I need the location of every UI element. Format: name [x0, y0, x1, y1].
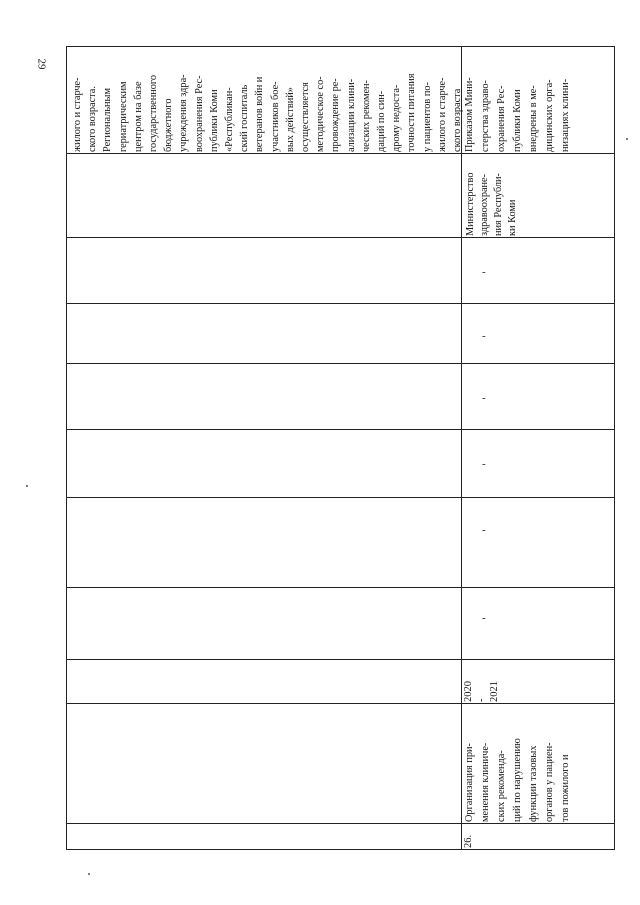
scan-speck — [626, 138, 628, 140]
plan-table — [66, 46, 615, 850]
row-divider — [461, 47, 462, 849]
page-number: 29 — [35, 58, 48, 70]
scan-speck — [88, 873, 90, 875]
column-divider — [67, 497, 614, 498]
column-divider — [67, 237, 614, 238]
prev-item-result-text: жилого и старче- ского возраста. Региональным гериатрическим центром на базе государственного бюджетного учреждения здра- воохранения Рес- публики Коми «Республикан- ский госпиталь ветеранов войн и участников бое- вых действий» осуществляется методическое со- провождение ре- ализации клини- ческих рекомен- даций по син- дрому недоста- точности питания у пациентов по- жилого и старче- ского возраста — [72, 73, 464, 152]
column-divider — [67, 587, 614, 588]
column-divider — [67, 363, 614, 364]
column-divider — [67, 303, 614, 304]
result-text: Приказом Мини- стерства здраво- охранения Рес- публики Коми внедрены в ме- дицинских орга- низациях клини- — [464, 77, 571, 152]
column-divider — [67, 429, 614, 430]
responsible-text: Министерство здравоохране- ния Республи- ки Коми — [465, 172, 518, 236]
column-divider — [67, 703, 614, 704]
dash-3: - — [482, 392, 486, 404]
dash-1: - — [482, 266, 486, 278]
dash-5: - — [482, 524, 486, 536]
dash-2: - — [482, 330, 486, 342]
dash-4: - — [482, 458, 486, 470]
period-text: 2020 - 2021 — [463, 681, 500, 702]
column-divider — [67, 659, 614, 660]
measure-title-text: Организация при- менения клиниче- ских рекоменда- ций по нарушению функции тазовых органов у пациен- тов пожилого и — [464, 738, 571, 822]
column-divider — [67, 153, 614, 154]
column-divider — [67, 823, 614, 824]
scan-speck — [26, 485, 28, 487]
item-number-text: 26. — [463, 834, 474, 848]
dash-6: - — [482, 612, 486, 624]
